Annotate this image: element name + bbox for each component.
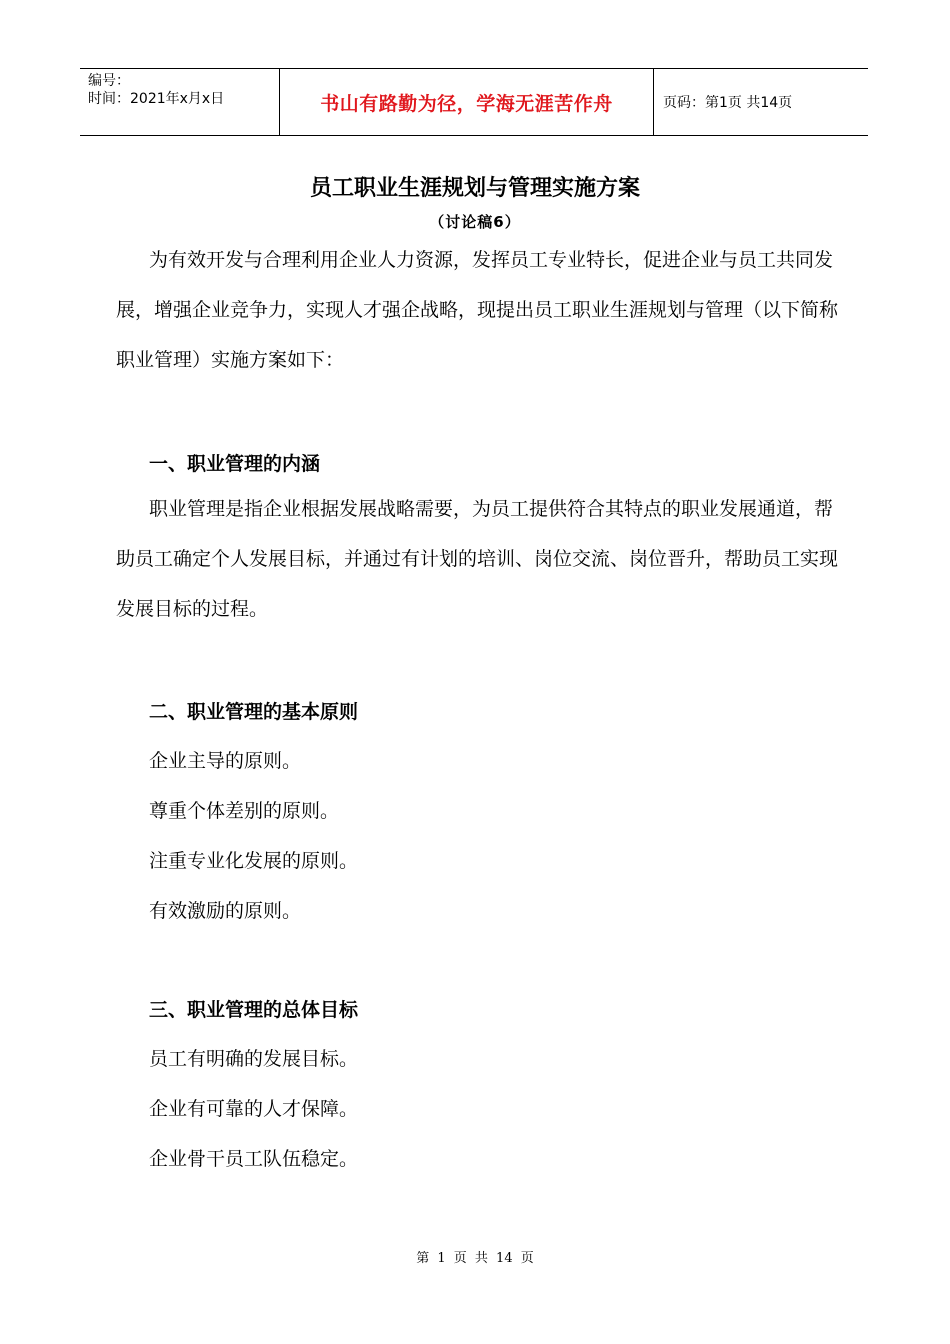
page-header — [80, 68, 868, 136]
section-3-item: 企业骨干员工队伍稳定。 — [149, 1148, 359, 1170]
document-subtitle: （讨论稿6） — [429, 213, 521, 231]
section-2-item: 尊重个体差别的原则。 — [149, 800, 340, 822]
document-number-label: 编号： — [88, 73, 130, 89]
section-2-item: 有效激励的原则。 — [149, 900, 302, 922]
section-1-heading: 一、职业管理的内涵 — [149, 453, 321, 475]
header-motto-cell — [280, 69, 654, 135]
header-page-info: 页码：第1页 共14页 — [663, 95, 793, 111]
intro-paragraph: 为有效开发与合理利用企业人力资源，发挥员工专业特长，促进企业与员工共同发展，增强企业竞争力，实现人才强企战略，现提出员工职业生涯规划与管理（以下简称职业管理）实施方案如下： — [116, 249, 839, 371]
header-motto: 书山有路勤为径，学海无涯苦作舟 — [320, 92, 613, 115]
section-3-item: 企业有可靠的人才保障。 — [149, 1098, 359, 1120]
document-date-label: 时间：2021年x月x日 — [88, 91, 225, 107]
section-2-heading: 二、职业管理的基本原则 — [149, 701, 359, 723]
section-2-item: 企业主导的原则。 — [149, 750, 302, 772]
document-title: 员工职业生涯规划与管理实施方案 — [309, 176, 640, 201]
page-footer: 第 1 页 共 14 页 — [416, 1251, 534, 1266]
section-3-heading: 三、职业管理的总体目标 — [149, 999, 359, 1021]
header-meta-cell — [80, 69, 280, 135]
section-1-paragraph: 职业管理是指企业根据发展战略需要，为员工提供符合其特点的职业发展通道，帮助员工确定个人发展目标，并通过有计划的培训、岗位交流、岗位晋升，帮助员工实现发展目标的过程。 — [116, 498, 839, 620]
section-2-item: 注重专业化发展的原则。 — [149, 850, 359, 872]
header-page-cell — [654, 69, 868, 135]
section-3-item: 员工有明确的发展目标。 — [149, 1048, 359, 1070]
